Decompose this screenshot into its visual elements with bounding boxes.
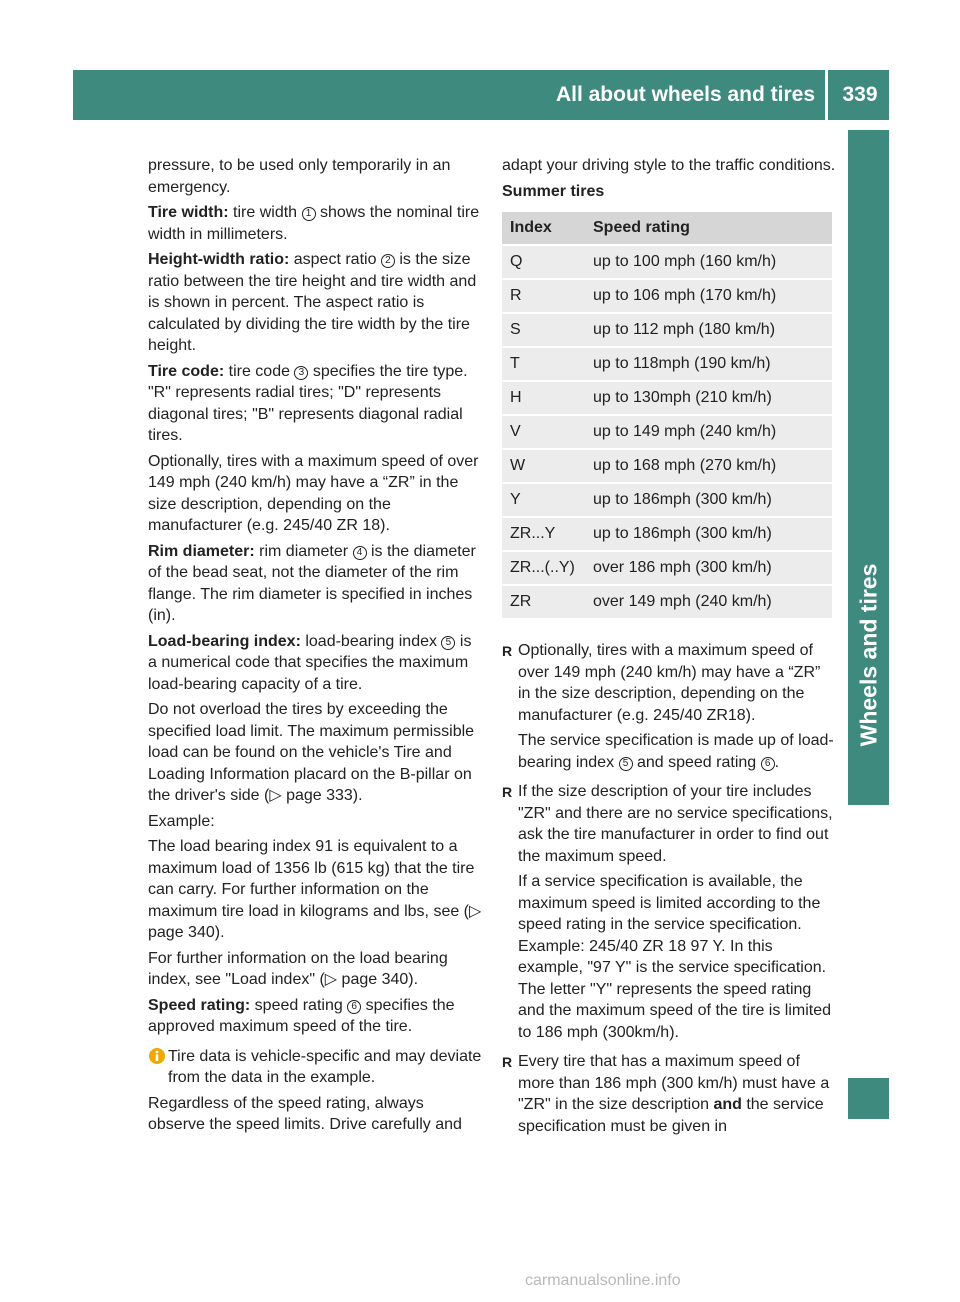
column-header: Index <box>502 212 585 244</box>
speed-rating-table <box>502 210 832 620</box>
text: aspect ratio <box>289 251 381 268</box>
table-cell: up to 100 mph (160 km/h) <box>585 246 832 278</box>
list-item-subtext: If a service specification is available, the maximum speed is limited according to the speed rating in the service specification. Example: 245/40 ZR 18 97 Y. In this example, "97 Y" is the service specification. The letter "Y" represents the speed rating and the maximum speed of the tire is limited to 186 mph (300km/h). <box>518 873 832 1041</box>
table-row <box>502 382 832 414</box>
page-number: 339 <box>842 83 878 106</box>
list-item <box>502 640 837 777</box>
paragraph: Optionally, tires with a maximum speed of over 149 mph (240 km/h) may have a “ZR” in the size description, depending on the manufacturer (e.g. 245/40 ZR 18). <box>148 452 479 534</box>
paragraph: Do not overload the tires by exceeding the specified load limit. The maximum permissible load can be found on the vehicle's Tire and Loading Information placard on the B-pillar on the driver's side (▷ page 333). <box>148 701 475 804</box>
table-cell: up to 112 mph (180 km/h) <box>585 314 832 346</box>
marker-5-icon: 5 <box>441 636 455 650</box>
text: tire code <box>224 362 295 380</box>
speed-rating-definition <box>148 995 483 1038</box>
marker-1-icon: 1 <box>302 207 316 221</box>
text: The service specification is made up of load-bearing index <box>518 732 834 771</box>
side-tab-marker <box>848 1078 889 1119</box>
list-item <box>502 781 837 1047</box>
term: Speed rating: <box>148 996 251 1014</box>
table-row <box>502 348 832 380</box>
text: speed rating <box>250 996 348 1014</box>
left-column <box>148 155 483 1140</box>
table-cell: ZR...Y <box>502 518 585 550</box>
marker-3-icon: 3 <box>294 366 308 380</box>
header-bar <box>73 70 889 120</box>
column-header: Speed rating <box>585 212 832 244</box>
paragraph: Example: <box>148 812 215 830</box>
table-row <box>502 416 832 448</box>
side-tab-label-wrap <box>848 555 889 755</box>
list-item-text <box>518 1051 837 1137</box>
side-tab-label: Wheels and tires <box>855 563 881 747</box>
table-row <box>502 586 832 618</box>
tire-width-definition <box>148 202 483 245</box>
text: and speed rating <box>632 753 761 771</box>
marker-5-icon: 5 <box>619 757 633 771</box>
table-cell: up to 106 mph (170 km/h) <box>585 280 832 312</box>
right-column <box>502 155 837 1145</box>
text: the service specification must be given in <box>518 1096 824 1135</box>
section-heading: Summer tires <box>502 182 605 200</box>
text: is the size ratio between the tire height and tire width and is shown in percent. The aspect ratio is calculated by dividing the tire width by the tire height. <box>148 251 477 354</box>
text: specifies the tire type. "R" represents radial tires; "D" represents diagonal tires; "B" represents diagonal radial tires. <box>148 362 468 444</box>
table-cell: up to 186mph (300 km/h) <box>585 484 832 516</box>
marker-4-icon: 4 <box>353 546 367 560</box>
table-row <box>502 518 832 550</box>
marker-6-icon: 6 <box>761 757 775 771</box>
table-row <box>502 246 832 278</box>
paragraph: Regardless of the speed rating, always observe the speed limits. Drive carefully and <box>148 1094 462 1133</box>
table-cell: ZR <box>502 586 585 618</box>
term: Tire width: <box>148 204 229 221</box>
table-cell: over 149 mph (240 km/h) <box>585 586 832 618</box>
term: Rim diameter: <box>148 542 255 560</box>
table-row <box>502 552 832 584</box>
marker-2-icon: 2 <box>381 254 395 268</box>
paragraph: For further information on the load bearing index, see "Load index" (▷ page 340). <box>148 949 448 988</box>
text: is the diameter of the bead seat, not the diameter of the rim flange. The rim diameter is specified in inches (in). <box>148 542 476 624</box>
text: shows the nominal tire width in millimeters. <box>148 204 480 243</box>
bullet-marker: R <box>502 784 513 800</box>
height-width-definition <box>148 249 483 357</box>
list-item <box>502 1051 837 1141</box>
info-icon <box>148 1048 166 1064</box>
marker-6-icon: 6 <box>347 1000 361 1014</box>
text: . <box>774 753 780 771</box>
table-cell: T <box>502 348 585 380</box>
list-item-subtext <box>518 730 837 773</box>
table-cell: up to 130mph (210 km/h) <box>585 382 832 414</box>
text: rim diameter <box>254 542 353 560</box>
paragraph: The load bearing index 91 is equivalent to a maximum load of 1356 lb (615 kg) that the tire can carry. For further information on the maximum tire load in kilograms and lbs, see (▷ page 340). <box>148 838 482 941</box>
paragraph: adapt your driving style to the traffic conditions. <box>502 157 836 174</box>
table-cell: up to 149 mph (240 km/h) <box>585 416 832 448</box>
term: Load-bearing index: <box>148 632 301 650</box>
bullet-marker: R <box>502 643 513 659</box>
table-cell: W <box>502 450 585 482</box>
table-row <box>502 280 832 312</box>
load-index-definition <box>148 631 483 696</box>
table-cell: ZR...(..Y) <box>502 552 585 584</box>
table-cell: up to 168 mph (270 km/h) <box>585 450 832 482</box>
tire-code-definition <box>148 361 483 447</box>
table-cell: Q <box>502 246 585 278</box>
table-cell: over 186 mph (300 km/h) <box>585 552 832 584</box>
term: Height-width ratio: <box>148 251 290 268</box>
term: Tire code: <box>148 362 225 380</box>
table-row <box>502 484 832 516</box>
table-cell: R <box>502 280 585 312</box>
list-item-text: Optionally, tires with a maximum speed of over 149 mph (240 km/h) may have a “ZR” in the size description, depending on the manufacturer (e.g. 245/40 ZR18). <box>518 642 821 724</box>
watermark: carmanualsonline.info <box>525 1272 681 1289</box>
list-item-text: If the size description of your tire includes "ZR" and there are no service specifications, ask the tire manufacturer in order to find out the maximum speed. <box>518 783 833 865</box>
table-cell: up to 118mph (190 km/h) <box>585 348 832 380</box>
table-cell: Y <box>502 484 585 516</box>
table-cell: S <box>502 314 585 346</box>
table-cell: H <box>502 382 585 414</box>
table-header-row <box>502 212 832 244</box>
paragraph: pressure, to be used only temporarily in an emergency. <box>148 157 451 196</box>
page-title: All about wheels and tires <box>73 70 828 120</box>
table-cell: V <box>502 416 585 448</box>
info-note <box>148 1046 483 1089</box>
emphasis: and <box>713 1096 742 1113</box>
text: specifies the approved maximum speed of the tire. <box>148 996 455 1035</box>
rim-diameter-definition <box>148 541 483 627</box>
table-row <box>502 450 832 482</box>
table-row <box>502 314 832 346</box>
info-text: Tire data is vehicle-specific and may deviate from the data in the example. <box>168 1047 482 1086</box>
table-cell: up to 186mph (300 km/h) <box>585 518 832 550</box>
text: is a numerical code that specifies the maximum load-bearing capacity of a tire. <box>148 632 472 693</box>
text: load-bearing index <box>300 632 442 650</box>
bullet-marker: R <box>502 1054 513 1070</box>
text: Every tire that has a maximum speed of more than 186 mph (300 km/h) must have a "ZR" in the size description <box>518 1053 830 1113</box>
text: tire width <box>228 204 302 221</box>
